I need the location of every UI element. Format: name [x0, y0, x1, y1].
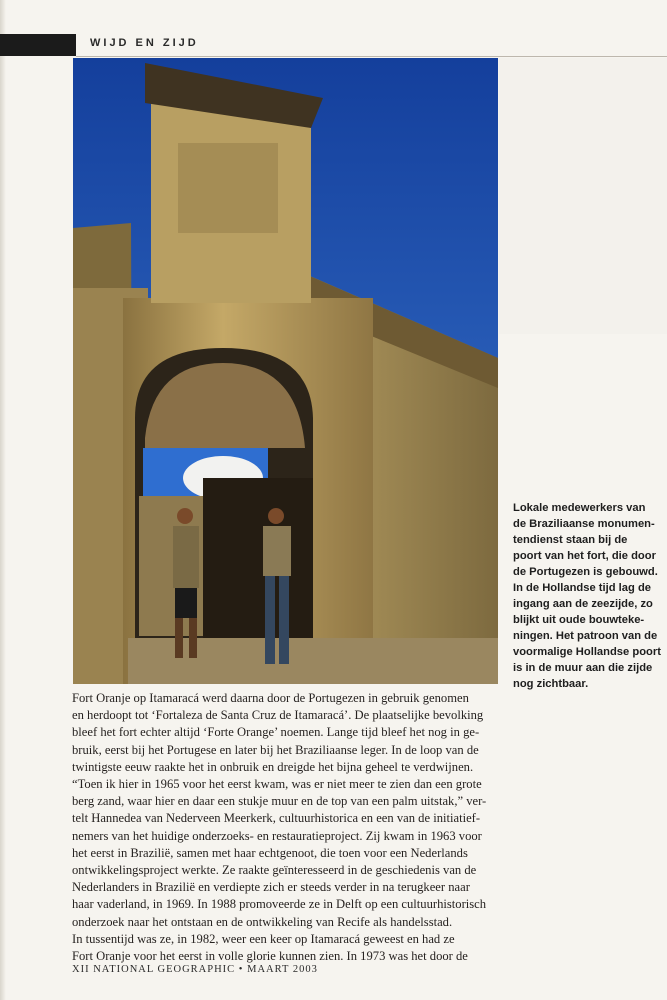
article-line: bleef het fort echter altijd ‘Forte Orange’ noemen. Lange tijd bleef het nog in ge-: [72, 725, 480, 740]
article-line: bruik, eerst bij het Portugese en later bij het Braziliaanse leger. In de loop van de: [72, 742, 479, 757]
article-line: berg zand, waar hier en daar een stukje muur en de top van een palm uitstak,” ver-: [72, 794, 487, 809]
caption-line: voormalige Hollandse poort: [513, 646, 661, 658]
caption-line: de Braziliaanse monumen-: [513, 518, 655, 530]
photo-caption: [513, 500, 659, 692]
article-line: In tussentijd was ze, in 1982, weer een keer op Itamaracá geweest en had ze: [72, 931, 455, 946]
page-edge: [0, 0, 6, 1000]
side-panel: [499, 58, 667, 334]
article-line: haar vaderland, in 1969. In 1988 promoveerde ze in Delft op een cultuurhistorisch: [72, 897, 487, 912]
caption-line: nog zichtbaar.: [513, 678, 589, 690]
article-line: het eerst in Brazilië, samen met haar echtgenoot, die toen voor een Nederlands: [72, 845, 468, 860]
caption-line: is in de muur aan die zijde: [513, 662, 653, 674]
article-line: “Toen ik hier in 1965 voor het eerst kwam, was er niet meer te zien dan een grote: [72, 777, 482, 792]
caption-line: de Portugezen is gebouwd.: [513, 566, 658, 578]
article-body: [72, 690, 502, 965]
article-line: ontwikkelingsproject werkte. Ze raakte geïnteresseerd in de geschiedenis van de: [72, 863, 477, 878]
section-marker-bar: [0, 34, 76, 56]
article-line: en herdoopt tot ‘Fortaleza de Santa Cruz de Itamaracá’. De plaatselijke bevolking: [72, 708, 484, 723]
caption-line: tendienst staan bij de: [513, 534, 628, 546]
article-line: nemers van het huidige onderzoeks- en restauratieproject. Zij kwam in 1963 voor: [72, 828, 482, 843]
header-rule: [76, 56, 667, 57]
caption-line: Lokale medewerkers van: [513, 502, 646, 514]
article-line: Fort Oranje voor het eerst in volle glorie kunnen zien. In 1973 was het door de: [72, 949, 468, 964]
article-line: telt Hannedea van Nederveen Meerkerk, cultuurhistorica en een van de initiatief-: [72, 811, 481, 826]
page-footer: XII NATIONAL GEOGRAPHIC • MAART 2003: [72, 964, 318, 975]
section-title: WIJD EN ZIJD: [90, 37, 199, 49]
caption-line: ningen. Het patroon van de: [513, 630, 658, 642]
article-line: onderzoek naar het ontstaan en de ontwikkeling van Recife als handelsstad.: [72, 914, 453, 929]
article-line: Nederlanders in Brazilië en verdiepte zich er steeds verder in na terugkeer naar: [72, 880, 470, 895]
caption-line: blijkt uit oude bouwteke-: [513, 614, 645, 626]
caption-line: In de Hollandse tijd lag de: [513, 582, 651, 594]
fort-gate-photo: [73, 58, 498, 684]
article-line: twintigste eeuw raakte het in onbruik en dreigde het bijna geheel te verdwijnen.: [72, 759, 474, 774]
article-line: Fort Oranje op Itamaracá werd daarna door de Portugezen in gebruik genomen: [72, 691, 469, 705]
caption-line: ingang aan de zeezijde, zo: [513, 598, 653, 610]
caption-line: poort van het fort, die door: [513, 550, 656, 562]
